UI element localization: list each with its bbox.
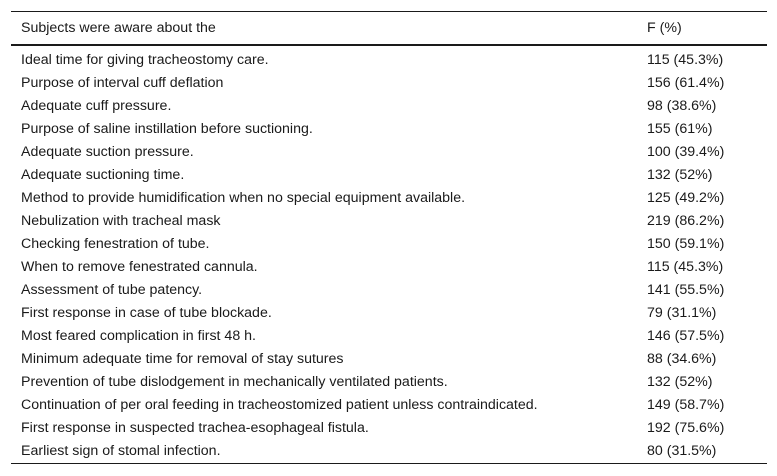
table-row [11,140,767,163]
row-item-value: 192 (75.6%) [647,419,725,436]
row-item-value: 132 (52%) [647,166,713,183]
row-item-label: Minimum adequate time for removal of stay sutures [21,350,344,367]
row-item-label: Nebulization with tracheal mask [21,212,221,229]
table-row [11,347,767,370]
table-row [11,301,767,324]
table-body [11,45,767,464]
row-item-label: Checking fenestration of tube. [21,235,210,252]
table-header [11,12,767,46]
table-row [11,209,767,232]
row-item-value: 100 (39.4%) [647,143,725,160]
row-item-label: Adequate cuff pressure. [21,97,172,114]
table-row [11,71,767,94]
row-item-label: When to remove fenestrated cannula. [21,258,258,275]
row-item-value: 146 (57.5%) [647,327,725,344]
table-row [11,117,767,140]
table-row [11,370,767,393]
row-item-value: 155 (61%) [647,120,713,137]
table-row [11,324,767,347]
row-item-value: 141 (55.5%) [647,281,725,298]
row-item-label: Earliest sign of stomal infection. [11,439,637,464]
row-item-value: 115 (45.3%) [647,258,724,275]
table-row [11,186,767,209]
table-row [11,94,767,117]
row-item-value: 125 (49.2%) [647,189,725,206]
awareness-table-container [11,11,767,464]
table-row [11,278,767,301]
table-row [11,439,767,464]
row-item-label: Method to provide humidification when no special equipment available. [21,189,466,206]
row-item-value: 149 (58.7%) [647,396,725,413]
row-item-label: Prevention of tube dislodgement in mechanically ventilated patients. [21,373,448,390]
column-header-frequency: F (%) [637,12,767,46]
row-item-value: 98 (38.6%) [647,97,717,114]
column-header-subject: Subjects were aware about the [11,12,637,46]
table-row [11,45,767,71]
row-item-label: First response in case of tube blockade. [21,304,272,321]
table-row [11,232,767,255]
table-row [11,255,767,278]
row-item-value: 115 (45.3%) [647,51,724,68]
awareness-table [11,11,767,464]
row-item-label: Ideal time for giving tracheostomy care. [21,51,269,68]
row-item-label: Adequate suctioning time. [21,166,185,183]
row-item-label: Purpose of interval cuff deflation [21,74,224,91]
row-item-value: 132 (52%) [647,373,713,390]
row-item-label: Purpose of saline instillation before suctioning. [21,120,313,137]
row-item-label: Assessment of tube patency. [21,281,203,298]
row-item-value: 80 (31.5%) [637,439,767,464]
row-item-value: 219 (86.2%) [647,212,725,229]
row-item-value: 156 (61.4%) [647,74,725,91]
row-item-value: 88 (34.6%) [647,350,717,367]
row-item-value: 79 (31.1%) [647,304,717,321]
row-item-label: Most feared complication in first 48 h. [21,327,256,344]
table-row [11,416,767,439]
row-item-label: Adequate suction pressure. [21,143,194,160]
row-item-label: Continuation of per oral feeding in tracheostomized patient unless contraindicated. [21,396,538,413]
table-row [11,393,767,416]
table-header-row [11,12,767,46]
row-item-value: 150 (59.1%) [647,235,725,252]
table-row [11,163,767,186]
row-item-label: First response in suspected trachea-esophageal fistula. [21,419,369,436]
